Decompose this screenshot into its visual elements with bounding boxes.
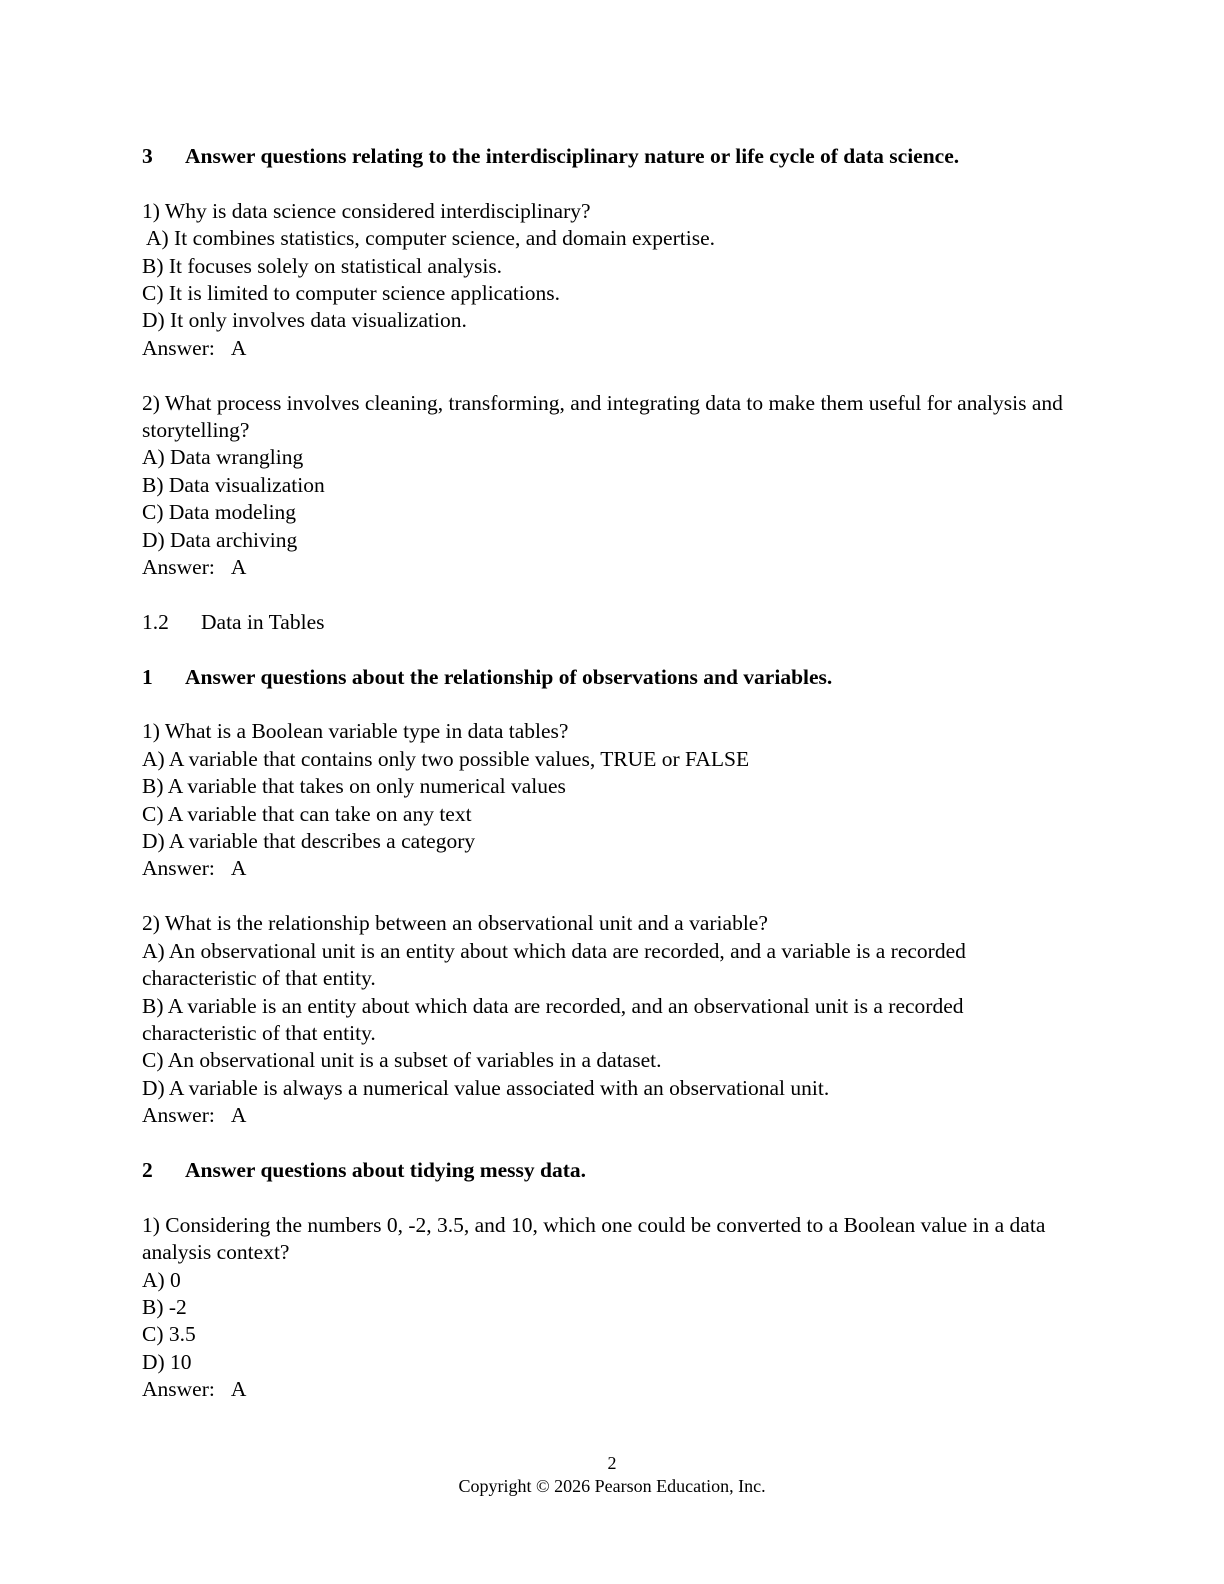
answer-line [142, 1102, 1067, 1129]
objective-heading [142, 143, 1067, 170]
answer-line [142, 335, 1067, 362]
question-block [142, 1212, 1067, 1404]
copyright-notice: Copyright © 2026 Pearson Education, Inc. [458, 1476, 766, 1496]
answer-label: Answer: [142, 335, 215, 360]
answer-option: C) 3.5 [142, 1322, 196, 1347]
answer-option: C) A variable that can take on any text [142, 801, 472, 826]
heading-number: 1.2 [142, 609, 169, 634]
answer-key: A [230, 856, 247, 881]
answer-key: A [230, 1103, 247, 1128]
answer-option: B) A variable is an entity about which data are recorded, and an observational unit is a recorded characteristic of that entity. [142, 993, 964, 1045]
question-stem: 2) What is the relationship between an observational unit and a variable? [142, 911, 768, 936]
objective-heading [142, 1157, 1067, 1184]
question-block [142, 198, 1067, 362]
answer-line [142, 1376, 1067, 1403]
heading-text: Answer questions about the relationship of observations and variables. [185, 664, 833, 689]
page-number: 2 [607, 1453, 617, 1473]
heading-number: 3 [142, 144, 153, 168]
answer-line [142, 855, 1067, 882]
answer-option: A) Data wrangling [142, 445, 304, 470]
heading-number: 2 [142, 1157, 153, 1182]
answer-label: Answer: [142, 1377, 215, 1402]
answer-option: D) Data archiving [142, 527, 298, 552]
answer-option: B) A variable that takes on only numerical values [142, 774, 566, 799]
question-block [142, 910, 1067, 1129]
question-block [142, 390, 1067, 582]
answer-option: A) An observational unit is an entity about which data are recorded, and a variable is a recorded characteristic of that entity. [142, 938, 966, 991]
document-body [142, 143, 1067, 1431]
answer-key: A [230, 335, 247, 360]
question-stem: 2) What process involves cleaning, transforming, and integrating data to make them useful for analysis and storytelling? [142, 390, 1063, 443]
objective-heading [142, 664, 1067, 691]
answer-option: A) 0 [142, 1267, 181, 1292]
answer-option: D) A variable that describes a category [142, 829, 476, 854]
heading-text: Answer questions relating to the interdisciplinary nature or life cycle of data science. [185, 144, 960, 168]
answer-option: D) It only involves data visualization. [142, 308, 467, 333]
heading-text: Data in Tables [201, 609, 325, 634]
answer-option: B) It focuses solely on statistical analysis. [142, 253, 503, 278]
section-heading [142, 609, 1067, 636]
question-block [142, 718, 1067, 882]
answer-option: C) Data modeling [142, 500, 297, 525]
page-footer [0, 1452, 1224, 1498]
answer-option: D) A variable is always a numerical value associated with an observational unit. [142, 1075, 830, 1100]
answer-key: A [230, 1377, 247, 1402]
answer-line [142, 554, 1067, 581]
answer-option: C) An observational unit is a subset of variables in a dataset. [142, 1048, 662, 1073]
answer-option: A) A variable that contains only two possible values, TRUE or FALSE [142, 746, 750, 771]
answer-option: C) It is limited to computer science applications. [142, 281, 560, 306]
heading-number: 1 [142, 664, 153, 689]
answer-key: A [230, 555, 247, 580]
answer-label: Answer: [142, 555, 215, 580]
question-stem: 1) What is a Boolean variable type in data tables? [142, 719, 569, 744]
answer-option: D) 10 [142, 1349, 192, 1374]
answer-label: Answer: [142, 1103, 215, 1128]
question-stem: 1) Considering the numbers 0, -2, 3.5, and 10, which one could be converted to a Boolean value in a data analysis context? [142, 1212, 1046, 1265]
answer-label: Answer: [142, 856, 215, 881]
answer-option: B) -2 [142, 1294, 187, 1319]
question-stem: 1) Why is data science considered interdisciplinary? [142, 198, 591, 223]
answer-option: A) It combines statistics, computer science, and domain expertise. [146, 226, 715, 251]
heading-text: Answer questions about tidying messy data. [185, 1157, 587, 1182]
answer-option: B) Data visualization [142, 472, 325, 497]
